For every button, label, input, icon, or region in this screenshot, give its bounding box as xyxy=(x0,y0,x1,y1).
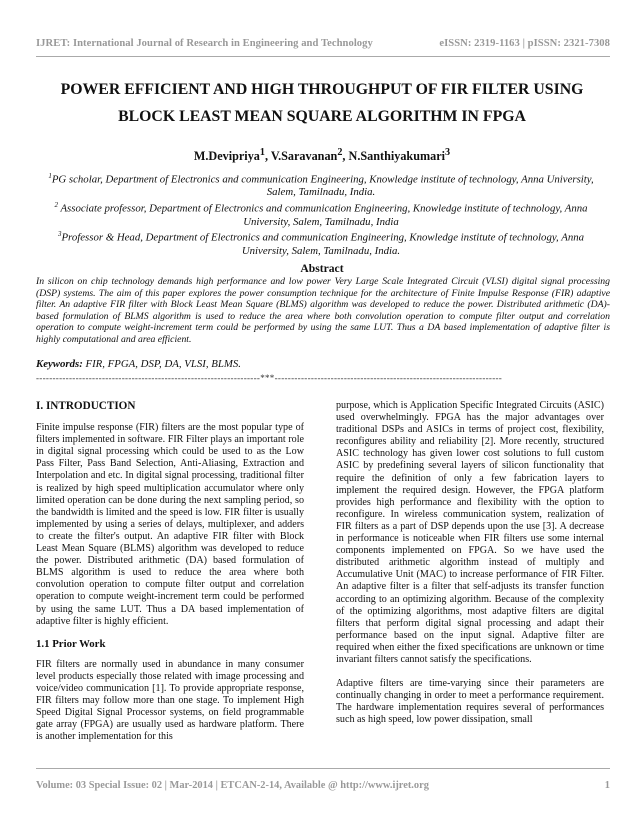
footer-rule xyxy=(36,768,610,769)
affiliation-2 xyxy=(34,199,608,228)
title-line-2: BLOCK LEAST MEAN SQUARE ALGORITHM IN FPGA xyxy=(118,108,526,125)
right-column xyxy=(336,400,604,726)
running-footer xyxy=(36,780,610,791)
left-column xyxy=(36,400,304,743)
journal-name: IJRET: International Journal of Research in Engineering and Technology xyxy=(36,38,373,49)
right-paragraph-1: purpose, which is Application Specific Integrated Circuits (ASIC) used overwhelmingly. FPGA has the major advantages over traditional DSPs and ASICs in terms of project cost, flexibility, reconfigures ability and reliability [2]. More recently, structured ASIC technology has given lower cost solutions to full custom ASIC by predefining several layers of silicon functionality that require the definition of only a few fabrication layers to implement the required design. However, the FPGA platform provides high performance and flexibility with the option to reconfigure. In wireless communication system, realization of FIR filters as a part of DSP depends upon the use [3]. A decrease in performance is noticeable when FIR filters use some internal components implemented on FPGA. So we have used the distributed arithmetic algorithm instead of multiply and Accumulative Unit (MAC) to increase performance of FIR Filter. An adaptive filter is a filter that self-adjusts its transfer function according to an optimizing algorithm. Because of the complexity of the optimizing algorithms, most adaptive filters are digital filters that perform digital signal processing and adapt their performance based on the input signal. Adaptive filter are required when either the fixed specifications are unknown or time invariant filters cannot satisfy the specifications. xyxy=(336,400,604,665)
author-sup: 2 xyxy=(337,147,343,158)
prior-work-paragraph: FIR filters are normally used in abundance in many consumer level products especially those related with image processing and voice/video communication [1]. To provide appropriate response, FIR filters may follow more than one stage. To implement High Speed Digital Signal Processor systems, on field programmable gate array (FPGA) are usually used as hardware platform. There is another implementation for this xyxy=(36,658,304,743)
abstract-body: In silicon on chip technology demands high performance and low power Very Large Scale Integrated Circuit (VLSI) digital signal processing (DSP) systems. The aim of this paper explores the power consumption technique for the architecture of Finite Impulse Response (FIR) adaptive filter. An adaptive FIR filter with Block Least Mean Square (BLMS) algorithm was developed to reduce the power. Distributed arithmetic (DA)-based formulation of BLMS algorithm is used to reduce the area where both convolution operation to compute filter output and correlation operation to compute weight-increment term could be performed by using the same LUT. Thus a DA based implementation of adaptive filter is highly computational and area efficient. xyxy=(36,276,610,345)
author-name: V.Saravanan xyxy=(270,149,338,164)
right-paragraph-2: Adaptive filters are time-varying since their parameters are continually changing in order to meet a performance requirement. The hardware implementation requires several of performances such as high speed, low power dissipation, small xyxy=(336,678,604,726)
affiliation-sup: 1 xyxy=(48,172,52,180)
affiliation-sup: 2 xyxy=(54,201,58,210)
author-list: M.Devipriya$^1$, V.Saravanan$^2$, N.Santhiyakumari$^3$ xyxy=(193,147,451,164)
keywords-label: Keywords: xyxy=(36,358,83,370)
introduction-heading: I. INTRODUCTION xyxy=(36,400,136,412)
affiliation-text: PG scholar, Department of Electronics and communication Engineering, Knowledge institute of technology, Anna University, Salem, Tamilnadu, India. xyxy=(51,173,594,199)
issn-info: eISSN: 2319-1163 | pISSN: 2321-7308 xyxy=(439,38,610,49)
affiliations xyxy=(34,170,608,258)
abstract-heading: Abstract xyxy=(300,262,344,275)
author-name: M.Devipriya xyxy=(193,149,260,164)
header-rule xyxy=(36,56,610,57)
running-header xyxy=(36,38,610,49)
footer-info: Volume: 03 Special Issue: 02 | Mar-2014 | ETCAN-2-14, Available @ http://www.ijret.org xyxy=(36,780,429,791)
paper-title xyxy=(30,76,614,130)
prior-work-heading: 1.1 Prior Work xyxy=(36,637,106,650)
affiliation-text: Professor & Head, Department of Electronics and communication Engineering, Knowledge institute of technology, Anna University, Salem, Tamilnadu, India. xyxy=(61,231,585,257)
introduction-paragraph: Finite impulse response (FIR) filters are the most popular type of filters implemented in software. FIR Filter plays an important role in digital signal processing which could be used to as the Low Pass Filter, Pass Band Selection, Anti-Aliasing, Extraction and Interpolation and etc. In digital signal processing, traditional filter is realized by high speed multiplication accumulator where only limited operation can be done during the next sampling period, so the bandwidth is limited and the speed is low. FIR filter is usually implemented by using a series of delays, multiplexer, and adders to create the filter's output. An adaptive FIR filter with Block Least Mean Square (BLMS) algorithm was developed to reduce the power. Distributed arithmetic (DA) based formulation of BLMS algorithm is used to reduce the area where both convolution operation to compute filter output and correlation operation to compute weight-increment term could be performed by using the same LUT. Thus a DA based implementation of adaptive filter is highly efficient. xyxy=(36,422,304,627)
author-sup: 3 xyxy=(445,147,451,158)
affiliation-text: Associate professor, Department of Electronics and communication Engineering, Knowledge institute of technology, Anna University, Salem, Tamilnadu, India xyxy=(57,202,588,228)
affiliation-1 xyxy=(34,170,608,199)
title-line-1: POWER EFFICIENT AND HIGH THROUGHPUT OF FIR FILTER USING xyxy=(60,81,584,98)
keywords xyxy=(36,358,610,370)
section-separator: --------------------------------------------------------------------***--------------------------------------------------------------------- xyxy=(36,373,503,383)
affiliation-3 xyxy=(34,228,608,257)
keywords-text: FIR, FPGA, DSP, DA, VLSI, BLMS. xyxy=(82,358,241,370)
author-sup: 1 xyxy=(259,147,265,158)
affiliation-sup: 3 xyxy=(57,230,62,239)
author-name: N.Santhiyakumari xyxy=(348,149,446,164)
page-number: 1 xyxy=(604,780,610,791)
